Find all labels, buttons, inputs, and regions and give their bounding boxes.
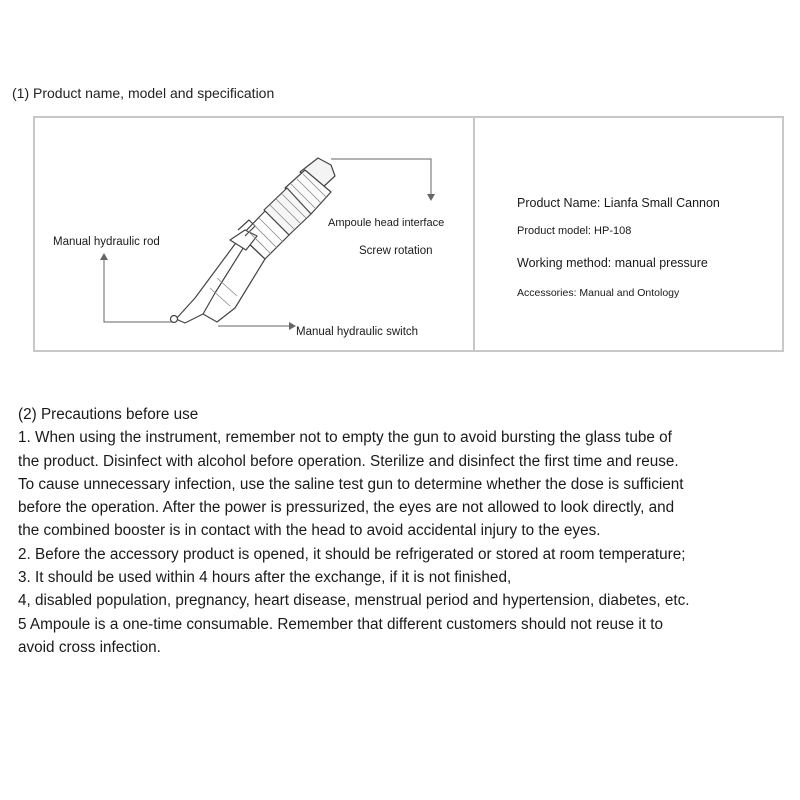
device-diagram	[35, 118, 471, 350]
hydraulic-rod-label: Manual hydraulic rod	[53, 236, 160, 248]
hydraulic-gun-illustration	[35, 118, 471, 350]
spec-table-divider	[473, 118, 475, 350]
precaution-line: 1. When using the instrument, remember not to empty the gun to avoid bursting the glass tube of	[18, 429, 672, 447]
screw-rotation-label: Screw rotation	[359, 245, 433, 257]
precaution-line: 4, disabled population, pregnancy, heart disease, menstrual period and hypertension, diabetes, etc.	[18, 592, 690, 610]
precaution-line: 2. Before the accessory product is opened, it should be refrigerated or stored at room temperature;	[18, 545, 686, 563]
precaution-line: 3. It should be used within 4 hours after the exchange, if it is not finished,	[18, 569, 512, 587]
precaution-line: the product. Disinfect with alcohol before operation. Sterilize and disinfect the first time and reuse.	[18, 452, 679, 470]
ampoule-head-label: Ampoule head interface	[328, 217, 445, 229]
precautions-section	[18, 403, 790, 659]
spec-working-method: Working method: manual pressure	[517, 256, 708, 270]
precautions-title: (2) Precautions before use	[18, 406, 199, 423]
spec-product-name: Product Name: Lianfa Small Cannon	[517, 196, 720, 210]
precaution-line: 5 Ampoule is a one-time consumable. Remember that different customers should not reuse it to	[18, 615, 664, 633]
hydraulic-switch-label: Manual hydraulic switch	[296, 326, 419, 338]
precaution-line: the combined booster is in contact with the head to avoid accidental injury to the eyes.	[18, 522, 601, 540]
spec-accessories: Accessories: Manual and Ontology	[517, 287, 680, 299]
precaution-line: avoid cross infection.	[18, 638, 161, 656]
spec-table	[33, 116, 784, 352]
spec-product-model: Product model: HP-108	[517, 225, 632, 237]
precaution-line: before the operation. After the power is pressurized, the eyes are not allowed to look directly, and	[18, 499, 675, 517]
precaution-line: To cause unnecessary infection, use the saline test gun to determine whether the dose is sufficient	[18, 475, 684, 493]
section1-title: (1) Product name, model and specification	[12, 85, 275, 101]
